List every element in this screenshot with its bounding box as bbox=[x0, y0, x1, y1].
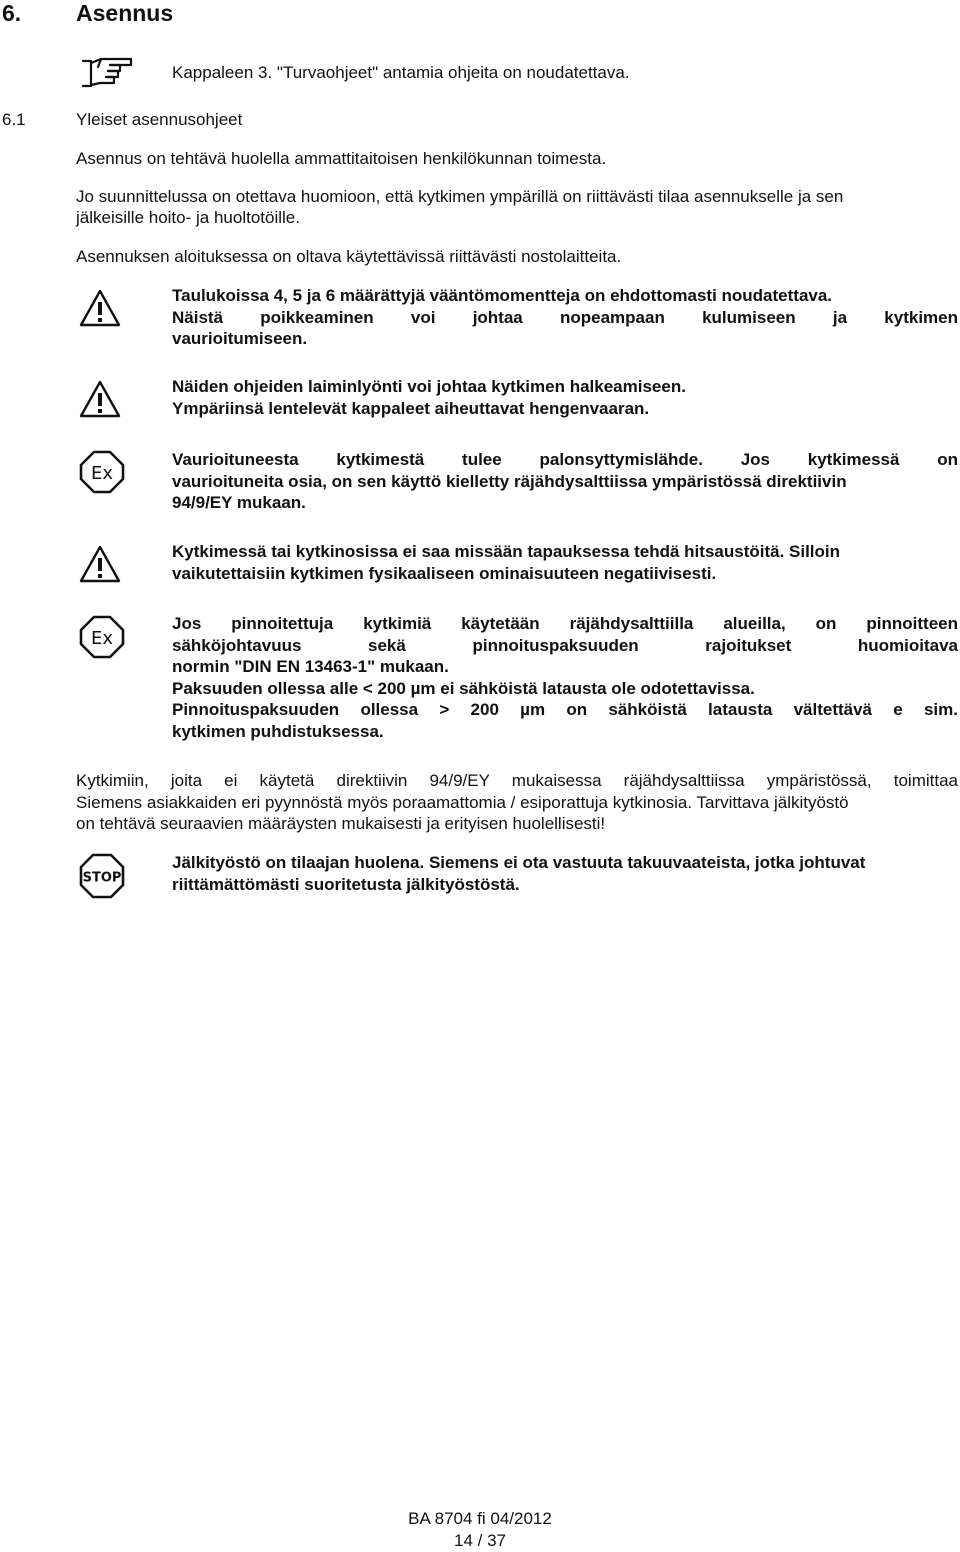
warning-1-line-2: Näistä poikkeaminen voi johtaa nopeampaan kulumiseen ja kytkimen bbox=[172, 307, 958, 327]
chapter-title: Asennus bbox=[76, 0, 174, 26]
ex-explosion-icon bbox=[78, 449, 126, 495]
warning-4-line-1: Kytkimessä tai kytkinosissa ei saa missään tapauksessa tehdä hitsaustöitä. Silloin bbox=[172, 542, 841, 561]
warning-block-1 bbox=[172, 285, 958, 350]
intro-paragraph-1: Asennus on tehtävä huolella ammattitaitoisen henkilökunnan toimesta. bbox=[76, 149, 607, 168]
stop-sign-icon bbox=[78, 852, 126, 900]
body-paragraph-line-3: on tehtävä seuraavien määräysten mukaisesti ja erityisen huolellisesti! bbox=[76, 814, 606, 833]
warning-5-line-2: sähköjohtavuus sekä pinnoituspaksuuden rajoitukset huomioitava bbox=[172, 635, 958, 655]
section-title: Yleiset asennusohjeet bbox=[76, 110, 243, 129]
page-footer bbox=[380, 1508, 580, 1552]
warning-block-4 bbox=[172, 541, 958, 584]
note-text: Kappaleen 3. "Turvaohjeet" antamia ohjeita on noudatettava. bbox=[172, 63, 630, 82]
svg-text:Ex: Ex bbox=[90, 463, 114, 484]
warning-block-5 bbox=[172, 613, 958, 742]
warning-2-line-1: Näiden ohjeiden laiminlyönti voi johtaa kytkimen halkeamiseen. bbox=[172, 377, 686, 396]
intro-paragraph-2-line-1: Jo suunnittelussa on otettava huomioon, että kytkimen ympärillä on riittävästi tilaa asennukselle ja sen bbox=[76, 187, 844, 206]
ex-explosion-icon bbox=[78, 614, 126, 660]
stop-note-line-2: riittämättömästi suoritetusta jälkityöstöstä. bbox=[172, 874, 520, 894]
stop-note-block bbox=[172, 852, 958, 895]
stop-sign-text: STOP bbox=[82, 870, 122, 886]
warning-3-line-3: 94/9/EY mukaan. bbox=[172, 493, 306, 512]
svg-text:Ex: Ex bbox=[90, 628, 114, 649]
warning-2-line-2: Ympäriinsä lentelevät kappaleet aiheuttavat hengenvaaran. bbox=[172, 398, 650, 418]
footer-page-number: 14 / 37 bbox=[454, 1531, 506, 1550]
warning-1-line-1: Taulukoissa 4, 5 ja 6 määrättyjä vääntömomentteja on ehdottomasti noudatettava. bbox=[172, 286, 833, 305]
intro-paragraph-3: Asennuksen aloituksessa on oltava käytettävissä riittävästi nostolaitteita. bbox=[76, 247, 622, 266]
warning-block-3 bbox=[172, 449, 958, 514]
warning-5-line-5: Pinnoituspaksuuden ollessa > 200 µm on sähköistä latausta vältettävä e sim. bbox=[172, 700, 958, 719]
body-paragraph-line-2: Siemens asiakkaiden eri pyynnöstä myös poraamattomia / esiporattuja kytkinosia. Tarvittava jälkityöstö bbox=[76, 792, 849, 812]
pointing-hand-icon bbox=[80, 56, 134, 88]
stop-note-line-1: Jälkityöstö on tilaajan huolena. Siemens ei ota vastuuta takuuvaateista, jotka johtuvat bbox=[172, 853, 866, 872]
warning-5-line-1: Jos pinnoitettuja kytkimiä käytetään räjähdysalttiilla alueilla, on pinnoitteen bbox=[172, 614, 958, 633]
body-paragraph bbox=[76, 770, 958, 835]
body-paragraph-line-1: Kytkimiin, joita ei käytetä direktiivin 94/9/EY mukaisessa räjähdysalttiissa ympäristössä, toimittaa bbox=[76, 771, 958, 790]
footer-document-id: BA 8704 fi 04/2012 bbox=[408, 1509, 552, 1528]
warning-3-line-2: vaurioituneita osia, on sen käyttö kielletty räjähdysalttiissa ympäristössä direktiivin bbox=[172, 471, 847, 491]
warning-1-line-3: vaurioitumiseen. bbox=[172, 329, 308, 348]
warning-triangle-icon bbox=[78, 544, 122, 584]
warning-triangle-icon bbox=[78, 379, 122, 419]
warning-5-line-4: Paksuuden ollessa alle < 200 µm ei sähköistä latausta ole odotettavissa. bbox=[172, 678, 755, 698]
warning-3-line-1: Vaurioituneesta kytkimestä tulee palonsyttymislähde. Jos kytkimessä on bbox=[172, 450, 958, 469]
warning-block-2 bbox=[172, 376, 958, 419]
warning-triangle-icon bbox=[78, 288, 122, 328]
section-number: 6.1 bbox=[2, 110, 26, 129]
warning-5-line-3: normin "DIN EN 13463-1" mukaan. bbox=[172, 657, 449, 676]
warning-5-line-6: kytkimen puhdistuksessa. bbox=[172, 721, 384, 741]
warning-4-line-2: vaikutettaisiin kytkimen fysikaaliseen ominaisuuteen negatiivisesti. bbox=[172, 563, 717, 583]
intro-paragraph-2-line-2: jälkeisille hoito- ja huoltotöille. bbox=[76, 208, 300, 227]
chapter-number: 6. bbox=[2, 0, 22, 26]
